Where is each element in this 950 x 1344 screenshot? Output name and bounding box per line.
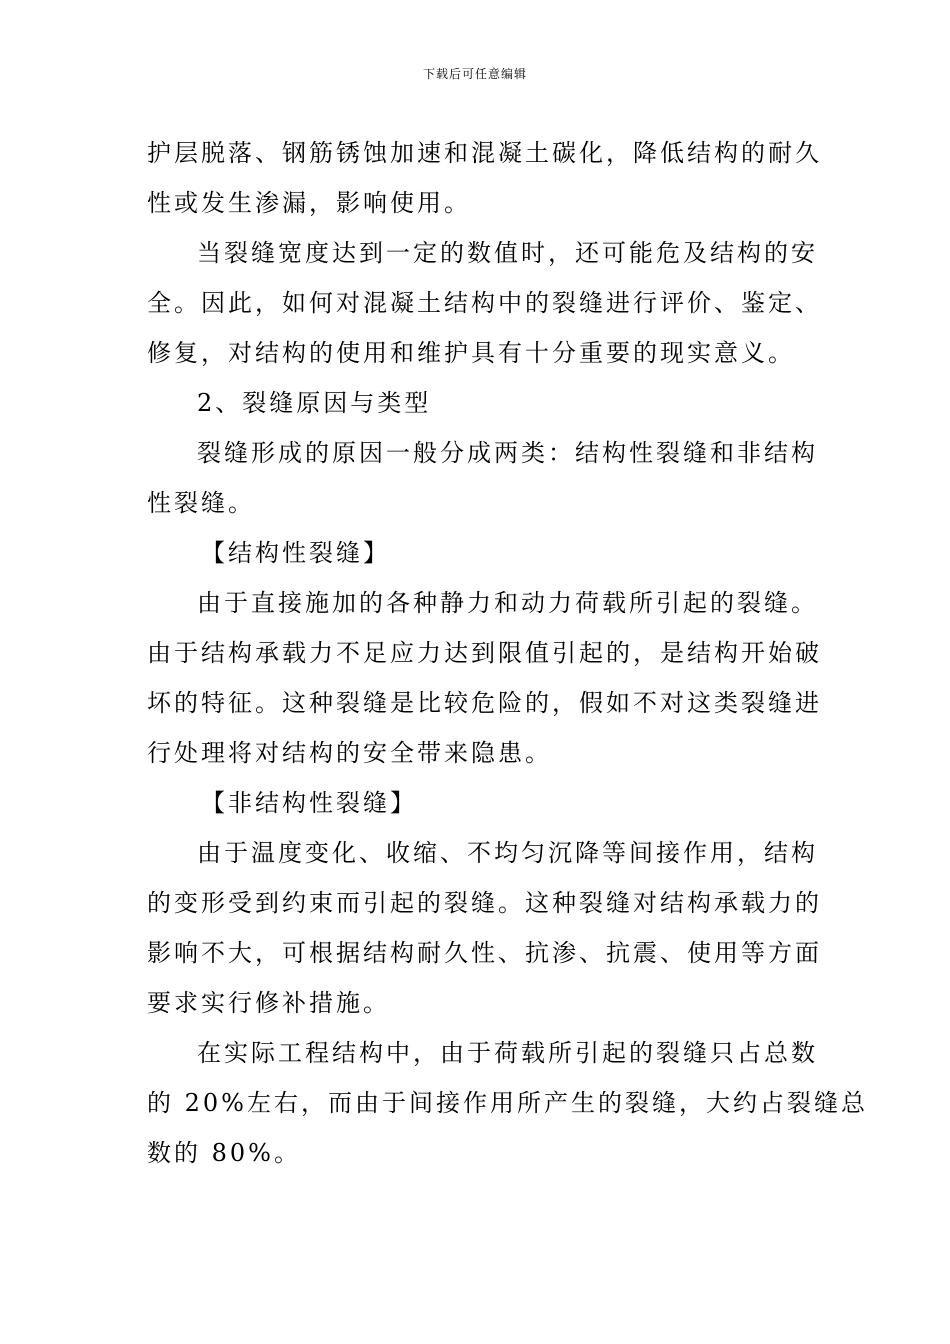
subheading-structural: 【结构性裂缝】 <box>201 539 390 567</box>
document-body <box>147 128 868 1178</box>
text-line: 由于温度变化、收缩、不均匀沉降等间接作用，结构 <box>197 839 818 867</box>
text-line: 的 20%左右，而由于间接作用所产生的裂缝，大约占裂缝总 <box>147 1089 868 1117</box>
text-line: 行处理将对结构的安全带来隐患。 <box>147 739 552 767</box>
text-line: 由于直接施加的各种静力和动力荷载所引起的裂缝。 <box>197 589 818 617</box>
text-line: 裂缝形成的原因一般分成两类：结构性裂缝和非结构 <box>197 439 818 467</box>
text-line: 修复，对结构的使用和维护具有十分重要的现实意义。 <box>147 339 795 367</box>
text-line: 的变形受到约束而引起的裂缝。这种裂缝对结构承载力的 <box>147 889 822 917</box>
text-line: 影响不大，可根据结构耐久性、抗渗、抗震、使用等方面 <box>147 939 822 967</box>
text-line: 全。因此，如何对混凝土结构中的裂缝进行评价、鉴定、 <box>147 289 822 317</box>
section-heading: 2、裂缝原因与类型 <box>197 389 432 417</box>
text-line: 在实际工程结构中，由于荷载所引起的裂缝只占总数 <box>197 1039 818 1067</box>
text-line: 数的 80%。 <box>147 1139 301 1167</box>
text-line: 性或发生渗漏，影响使用。 <box>147 189 471 217</box>
text-line: 性裂缝。 <box>147 489 255 517</box>
page-header: 下载后可任意编辑 <box>422 67 527 81</box>
text-line: 当裂缝宽度达到一定的数值时，还可能危及结构的安 <box>197 239 818 267</box>
text-line: 护层脱落、钢筋锈蚀加速和混凝土碳化，降低结构的耐久 <box>147 139 822 167</box>
text-line: 由于结构承载力不足应力达到限值引起的，是结构开始破 <box>147 639 822 667</box>
text-line: 要求实行修补措施。 <box>147 989 390 1017</box>
text-line: 坏的特征。这种裂缝是比较危险的，假如不对这类裂缝进 <box>147 689 822 717</box>
subheading-nonstructural: 【非结构性裂缝】 <box>201 789 417 817</box>
